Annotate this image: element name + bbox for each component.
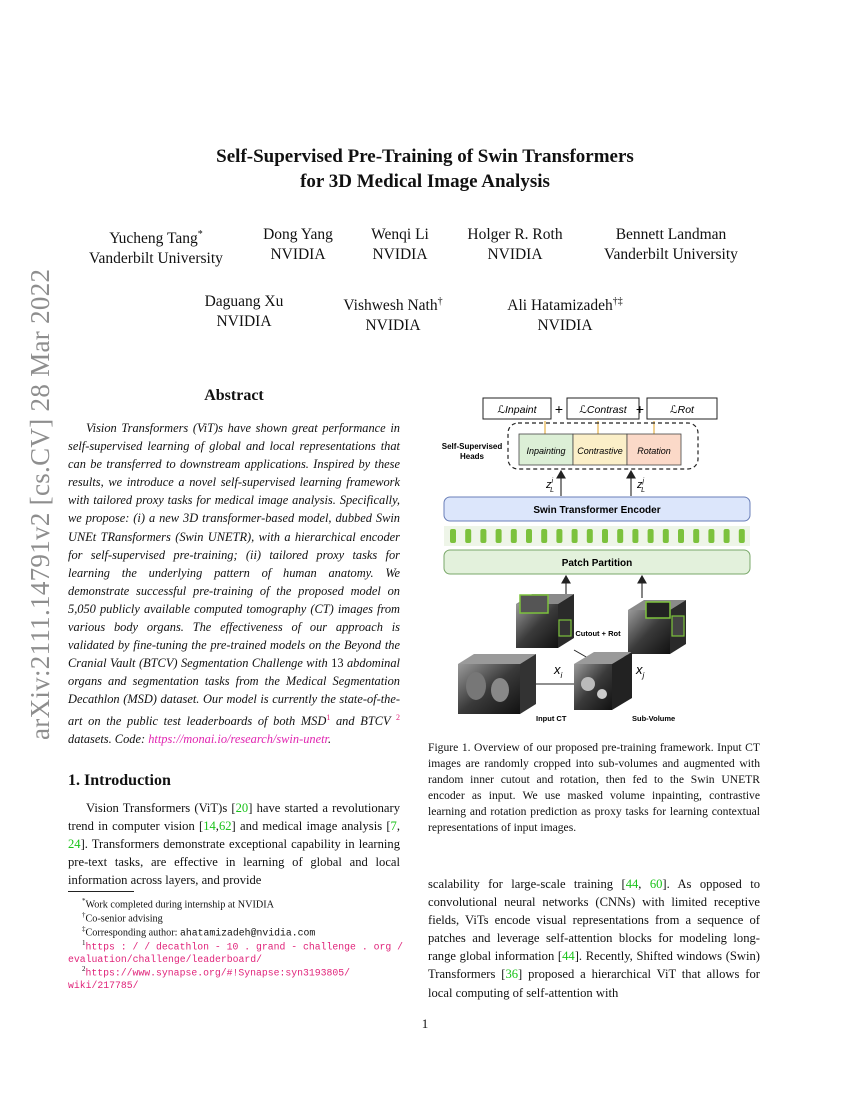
- abstract-text: [68, 419, 400, 748]
- title-line-2: for 3D Medical Image Analysis: [300, 171, 550, 192]
- x-i-label: $x_i$: [554, 662, 563, 680]
- intro-text: [68, 799, 400, 889]
- author-xu: [194, 292, 294, 332]
- loss-rot-label: ℒRot: [670, 404, 694, 416]
- head-contrastive-label: Contrastive: [577, 446, 623, 456]
- intro-text-part: ] and medical image analysis [: [231, 819, 391, 834]
- right-column-text: [428, 875, 760, 1002]
- footnote-ref-1[interactable]: 1: [326, 712, 331, 722]
- intro-heading: 1. Introduction: [68, 772, 171, 789]
- token-strip: [444, 526, 750, 546]
- figure-1: [428, 388, 760, 728]
- author-name: Dong Yang: [263, 226, 333, 243]
- abstract-text-part: abdominal organs and segmentation tasks from the Medical Segmentation Decathlon (MSD) dataset. Our model is currently the state-of-the-art on the public test leaderboards of both MSD: [68, 656, 400, 728]
- patch-token: [602, 529, 608, 543]
- patch-token: [632, 529, 638, 543]
- z-j-label: $z^j$ L: [637, 478, 645, 494]
- z-i-label: $z^i$ L: [546, 478, 554, 494]
- author-affiliation: NVIDIA: [487, 246, 543, 263]
- intro-text-part: ,: [215, 819, 219, 834]
- citation-link[interactable]: 44: [562, 949, 575, 964]
- author-hatamizadeh: [495, 292, 635, 336]
- patch-token: [617, 529, 623, 543]
- loss-contrast-label: ℒContrast: [579, 404, 627, 416]
- footnote-url[interactable]: https : / / decathlon - 10 . grand - challenge . org /: [85, 941, 403, 953]
- author-name: Ali Hatamizadeh: [507, 297, 613, 315]
- author-mark: †: [437, 296, 443, 307]
- author-affiliation: NVIDIA: [270, 246, 326, 263]
- author-affiliation: NVIDIA: [372, 246, 428, 263]
- figure-caption: Figure 1. Overview of our proposed pre-training framework. Input CT images are randomly cropped into sub-volumes and augmented with random inner cutout and rotation, then fed to the Swin UNETR encoder as input. We use masked volume inpainting, contrastive learning and rotation prediction as proxy tasks for learning contextual representations of input images.: [428, 741, 760, 834]
- citation-link[interactable]: 36: [505, 967, 519, 982]
- cutout-rot-label: Cutout + Rot: [575, 629, 621, 638]
- author-yang: [248, 225, 348, 265]
- author-name: Daguang Xu: [204, 293, 284, 310]
- sub-volume-cube: [574, 652, 632, 710]
- patch-token: [708, 529, 714, 543]
- footnote-mark: *: [82, 897, 86, 905]
- citation-link[interactable]: 62: [218, 819, 232, 834]
- patch-token: [663, 529, 669, 543]
- abstract-heading: Abstract: [204, 387, 264, 404]
- patch-token: [465, 529, 471, 543]
- intro-text-part: ] have started a revolutionary trend in computer vision [: [68, 801, 400, 834]
- author-name: Vishwesh Nath: [343, 297, 438, 315]
- patch-token: [724, 529, 730, 543]
- head-rotation-label: Rotation: [637, 446, 671, 456]
- paper-title: [0, 144, 850, 194]
- patch-token: [511, 529, 517, 543]
- author-affiliation: Vanderbilt University: [89, 250, 223, 268]
- author-landman: [592, 225, 750, 265]
- body-text-part: scalability for large-scale training [: [428, 877, 626, 891]
- patch-token: [541, 529, 547, 543]
- footnote-mark: †: [82, 911, 86, 919]
- footnote-ref-2[interactable]: 2: [396, 712, 400, 722]
- author-mark: †‡: [612, 296, 623, 307]
- footnote-text: Work completed during internship at NVIDIA: [85, 899, 274, 911]
- title-line-1: Self-Supervised Pre-Training of Swin Transformers: [216, 146, 634, 167]
- body-text-part: ]. As opposed to convolutional neural networks (CNNs) with limited receptive fields, ViTs encode visual representations from a sequence of patches and leverage self-attention blocks for modeling long-range global information [: [428, 877, 761, 964]
- x-j-label: $x_j$: [636, 662, 645, 680]
- footnote-text: Co-senior advising: [85, 913, 163, 925]
- patch-token: [572, 529, 578, 543]
- footnote-4: [68, 937, 408, 966]
- input-ct-label: Input CT: [536, 714, 567, 723]
- organ-count: 13: [331, 656, 344, 671]
- email-address[interactable]: ahatamizadeh@nvidia.com: [180, 927, 316, 939]
- patch-token: [648, 529, 654, 543]
- patch-token: [739, 529, 745, 543]
- footnote-url[interactable]: https://www.synapse.org/#!Synapse:syn3193805/: [85, 967, 351, 979]
- footnote-mark: ‡: [82, 925, 86, 933]
- patch-token: [678, 529, 684, 543]
- author-nath: [328, 292, 458, 336]
- author-name: Wenqi Li: [371, 226, 429, 243]
- intro-text-part: Vision Transformers (ViT)s [: [86, 801, 236, 815]
- author-name: Yucheng Tang: [109, 230, 198, 248]
- head-inpainting-label: Inpainting: [526, 446, 566, 456]
- abstract-text-part: Vision Transformers (ViT)s have shown great performance in self-supervised learning of global and local representations that can be transferred to downstream applications. Inspired by these results, we introduce a novel self-supervised learning framework with tailored proxy tasks for medical image analysis. Specifically, we propose: (i) a new 3D transformer-based model, dubbed Swin UNEt TRansformers (Swin UNETR), with a hierarchical encoder for self-supervised pre-training; (ii) tailored proxy tasks for learning the underlying pattern of human anatomy. We demonstrate successful pre-training of the proposed model on 5,050 publicly available computed tomography (CT) images from various body organs. The effectiveness of our approach is validated by fine-tuning the pre-trained models on the Beyond the Cranial Vault (BTCV) Segmentation Challenge with: [68, 421, 400, 671]
- augmented-subvolume-j: [628, 600, 686, 654]
- author-name: Bennett Landman: [615, 226, 727, 243]
- patch-token: [587, 529, 593, 543]
- patch-token: [450, 529, 456, 543]
- footnote-text: Corresponding author:: [85, 927, 181, 939]
- code-link[interactable]: https://monai.io/research/swin-unetr: [148, 731, 328, 746]
- author-affiliation: NVIDIA: [537, 317, 593, 335]
- body-text-part: ] proposed a hierarchical ViT that allows for local computing of self-attention with: [428, 967, 760, 1000]
- augmented-subvolume-i: [516, 594, 574, 648]
- intro-text-part: ]. Transformers demonstrate exceptional capability in learning pre-text tasks, are effective in learning of global and local information across layers, and provide: [68, 837, 400, 888]
- author-li: [350, 225, 450, 265]
- abstract-text-part: .: [327, 731, 332, 746]
- author-mark: *: [197, 229, 203, 240]
- patch-token: [526, 529, 532, 543]
- abstract-text-part: datasets. Code:: [68, 731, 149, 746]
- citation-link[interactable]: 7: [390, 819, 397, 834]
- heads-label-2: Heads: [459, 452, 485, 461]
- intro-text-part: ,: [396, 819, 400, 834]
- citation-link[interactable]: 44: [625, 877, 639, 891]
- abstract-text-part: and BTCV: [330, 713, 396, 728]
- patch-token: [496, 529, 502, 543]
- patch-token: [480, 529, 486, 543]
- author-affiliation: NVIDIA: [365, 317, 421, 335]
- citation-link[interactable]: 14: [203, 819, 216, 834]
- heads-label-1: Self-Supervised: [441, 442, 503, 451]
- author-name: Holger R. Roth: [467, 226, 563, 243]
- input-ct-volume: [458, 654, 536, 714]
- patch-token: [693, 529, 699, 543]
- arxiv-identifier: arXiv:2111.14791v2 [cs.CV] 28 Mar 2022: [25, 268, 55, 740]
- input-arrows: [562, 576, 646, 598]
- footnote-mark: 2: [82, 965, 86, 973]
- plus-sign: +: [635, 401, 645, 417]
- footnote-url[interactable]: wiki/217785/: [68, 980, 139, 992]
- footnote-5: [68, 963, 408, 992]
- patch-token: [556, 529, 562, 543]
- author-tang: [76, 225, 236, 269]
- body-text-part: ]. Recently, Shifted windows (Swin) Transformers [: [428, 949, 760, 982]
- footnote-mark: 1: [82, 939, 86, 947]
- loss-inpaint-label: ℒInpaint: [497, 404, 537, 416]
- author-affiliation: Vanderbilt University: [604, 246, 738, 263]
- footnote-url[interactable]: evaluation/challenge/leaderboard/: [68, 954, 263, 966]
- body-text-part: ,: [638, 877, 650, 891]
- citation-link[interactable]: 20: [235, 801, 249, 815]
- plus-sign: +: [554, 401, 564, 417]
- patch-partition-label: Patch Partition: [561, 558, 633, 569]
- sub-volume-label: Sub-Volume: [632, 714, 676, 723]
- figure-diagram: [428, 388, 760, 728]
- page-number: 1: [421, 1016, 429, 1031]
- latent-arrows: [557, 471, 635, 496]
- footnote-rule: [68, 891, 134, 892]
- encoder-label: Swin Transformer Encoder: [533, 505, 661, 516]
- author-roth: [455, 225, 575, 265]
- citation-link[interactable]: 60: [649, 877, 663, 891]
- citation-link[interactable]: 24: [68, 837, 81, 852]
- author-affiliation: NVIDIA: [216, 313, 272, 330]
